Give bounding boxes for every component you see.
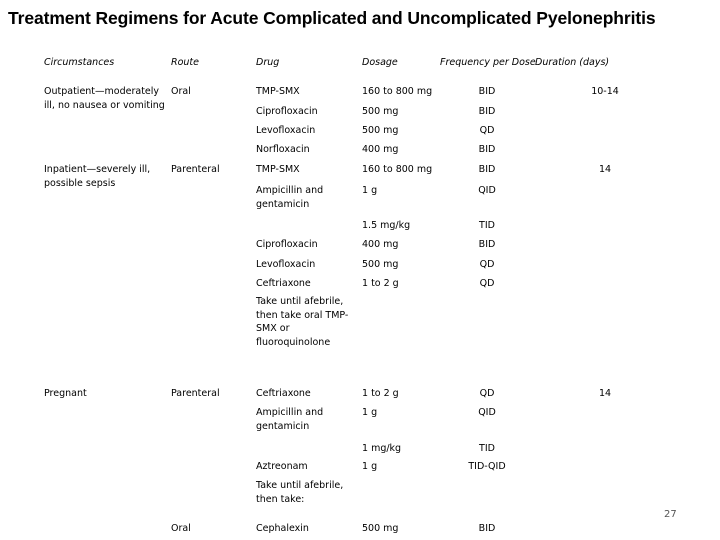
table-row-frequency: QD: [479, 259, 495, 270]
slide-number: 27: [664, 509, 677, 520]
table-row-drug: Cephalexin: [256, 523, 309, 534]
inpatient-note: Take until afebrile, then take oral TMP-SMX or fluoroquinolone: [256, 296, 349, 348]
table-row-frequency: QD: [479, 388, 495, 399]
table-row-frequency: BID: [478, 86, 496, 97]
table-row-dosage: 160 to 800 mg: [362, 86, 433, 97]
header-circumstances: Circumstances: [44, 57, 115, 68]
duration-inpatient: 14: [598, 164, 612, 175]
table-row-drug: Ceftriaxone: [256, 388, 311, 399]
circumstance-outpatient: Outpatient—moderately ill, no nausea or vomiting: [44, 86, 165, 111]
duration-pregnant: 14: [598, 388, 612, 399]
table-row-dosage: 1 mg/kg: [362, 443, 402, 454]
circumstance-pregnant: Pregnant: [44, 388, 87, 399]
table-row-drug: Ciprofloxacin: [256, 106, 318, 117]
table-row-frequency: QD: [479, 278, 495, 289]
table-row-frequency: QD: [479, 125, 495, 136]
table-row-frequency: BID: [478, 164, 496, 175]
table-row-dosage: 160 to 800 mg: [362, 164, 433, 175]
circumstance-inpatient: Inpatient—severely ill, possible sepsis: [44, 164, 151, 189]
table-row-dosage: 1 g: [362, 185, 378, 196]
table-row-dosage: 1.5 mg/kg: [362, 220, 411, 231]
table-row-dosage: 500 mg: [362, 259, 399, 270]
table-row-dosage: 1 to 2 g: [362, 278, 399, 289]
table-row-drug: Levofloxacin: [256, 125, 316, 136]
table-row-drug: Aztreonam: [256, 461, 308, 472]
table-row-drug: Ciprofloxacin: [256, 239, 318, 250]
pregnant-note: Take until afebrile, then take:: [256, 480, 344, 505]
table-row-drug: Ceftriaxone: [256, 278, 311, 289]
route-pregnant: Parenteral: [171, 388, 220, 399]
table-row-drug: TMP-SMX: [256, 164, 300, 175]
table-row-dosage: 500 mg: [362, 523, 399, 534]
header-duration: Duration (days): [535, 57, 610, 68]
table-row-frequency: TID: [479, 220, 495, 231]
table-row-frequency: QID: [478, 407, 496, 418]
table-row-frequency: BID: [478, 523, 496, 534]
table-row-dosage: 1 to 2 g: [362, 388, 399, 399]
table-row-frequency: BID: [478, 239, 496, 250]
table-row-drug: Ampicillin and gentamicin: [256, 185, 324, 210]
table-row-frequency: QID: [478, 185, 496, 196]
table-row-frequency: BID: [478, 106, 496, 117]
page-title: Treatment Regimens for Acute Complicated and Uncomplicated Pyelonephritis: [8, 8, 656, 28]
table-row-dosage: 1 g: [362, 461, 378, 472]
header-route: Route: [171, 57, 200, 68]
route-inpatient: Parenteral: [171, 164, 220, 175]
header-drug: Drug: [256, 57, 280, 68]
table-row-dosage: 400 mg: [362, 144, 399, 155]
route-pregnant-oral: Oral: [171, 523, 191, 534]
header-dosage: Dosage: [362, 57, 398, 68]
table-row-dosage: 500 mg: [362, 106, 399, 117]
table-row-drug: Levofloxacin: [256, 259, 316, 270]
table-row-dosage: 400 mg: [362, 239, 399, 250]
table-row-dosage: 500 mg: [362, 125, 399, 136]
duration-outpatient: 10-14: [591, 86, 619, 97]
table-row-frequency: TID: [479, 443, 495, 454]
table-row-drug: TMP-SMX: [256, 86, 300, 97]
table-row-drug: Norfloxacin: [256, 144, 310, 155]
header-frequency: Frequency per Dose: [440, 57, 536, 68]
route-outpatient: Oral: [171, 86, 191, 97]
table-row-dosage: 1 g: [362, 407, 378, 418]
table-row-drug: Ampicillin and gentamicin: [256, 407, 324, 432]
table-row-frequency: TID-QID: [468, 461, 506, 472]
table-row-frequency: BID: [478, 144, 496, 155]
